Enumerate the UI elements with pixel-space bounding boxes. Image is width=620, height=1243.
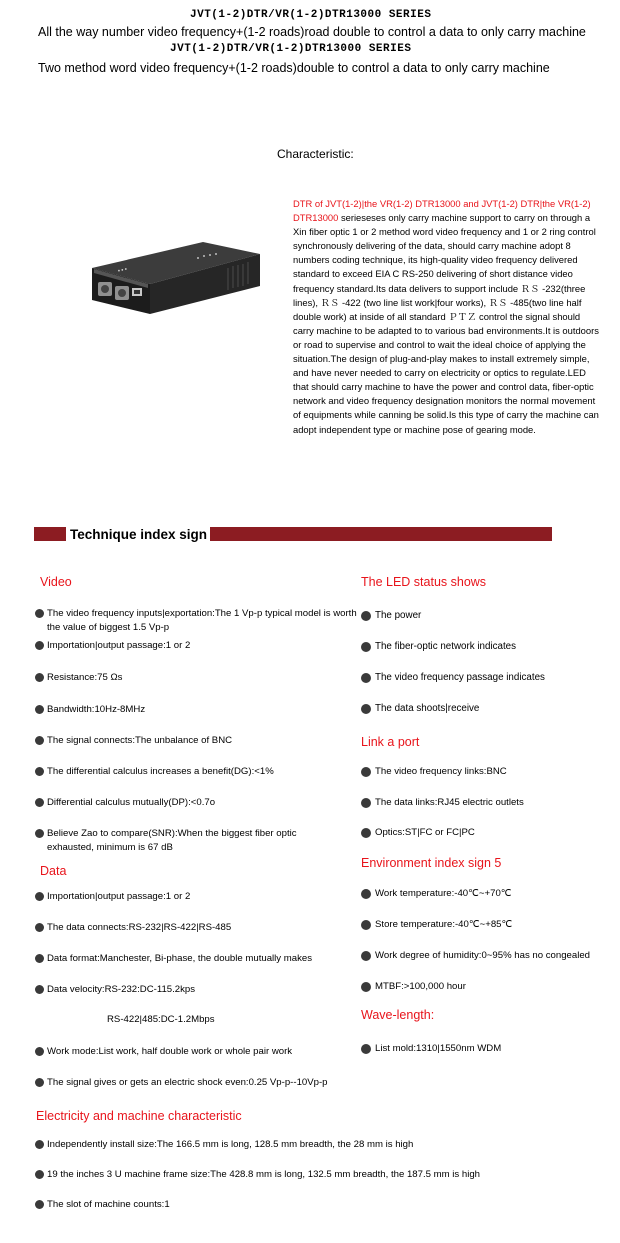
list-item: The video frequency inputs|exportation:The 1 Vp-p typical model is worth the value of biggest 1.5 Vp-p: [35, 607, 362, 635]
led-heading: The LED status shows: [361, 575, 487, 589]
list-item: Optics:ST|FC or FC|PC: [361, 826, 475, 840]
list-item: The data links:RJ45 electric outlets: [361, 796, 524, 810]
link-port-heading: Link a port: [361, 735, 420, 749]
characteristic-heading: Characteristic:: [277, 147, 354, 161]
list-item: Resistance:75 Ωs: [35, 671, 362, 685]
list-item: Data velocity:RS-232:DC-115.2kps: [35, 983, 362, 997]
list-item: MTBF:>100,000 hour: [361, 980, 466, 994]
list-item: The video frequency passage indicates: [361, 671, 545, 685]
series-title-1: JVT(1-2)DTR/VR(1-2)DTR13000 SERIES: [190, 9, 432, 21]
list-item: Data format:Manchester, Bi-phase, the double mutually makes: [35, 952, 362, 966]
list-item: The fiber-optic network indicates: [361, 640, 516, 654]
list-item: Bandwidth:10Hz-8MHz: [35, 703, 362, 717]
section-bar-right: [210, 527, 552, 541]
list-item: Work mode:List work, half double work or whole pair work: [35, 1045, 362, 1059]
list-item: Work degree of humidity:0~95% has no congealed: [361, 949, 590, 963]
list-item: Importation|output passage:1 or 2: [35, 890, 362, 904]
wavelength-heading: Wave-length:: [361, 1008, 435, 1022]
list-item: Importation|output passage:1 or 2: [35, 639, 362, 653]
series-title-2: JVT(1-2)DTR/VR(1-2)DTR13000 SERIES: [170, 43, 412, 55]
list-item: List mold:1310|1550nm WDM: [361, 1042, 501, 1056]
electricity-heading: Electricity and machine characteristic: [36, 1109, 242, 1123]
svg-text:● ● ●: ● ● ●: [117, 265, 128, 273]
subtitle-1: All the way number video frequency+(1-2 roads)road double to control a data to only carry machine: [38, 25, 586, 39]
section-bar-left: [34, 527, 66, 541]
subtitle-2: Two method word video frequency+(1-2 roads)double to control a data to only carry machine: [38, 61, 550, 75]
list-item: Work temperature:-40℃~+70℃: [361, 887, 512, 901]
list-item-continued: RS-422|485:DC-1.2Mbps: [107, 1014, 215, 1025]
data-heading: Data: [40, 864, 67, 878]
technique-heading: Technique index sign: [67, 527, 210, 543]
list-item: The signal connects:The unbalance of BNC: [35, 734, 362, 748]
list-item: Differential calculus mutually(DP):<0.7o: [35, 796, 362, 810]
list-item: Store temperature:-40℃~+85℃: [361, 918, 512, 932]
list-item: Independently install size:The 166.5 mm is long, 128.5 mm breadth, the 28 mm is high: [35, 1138, 607, 1152]
product-image: [78, 228, 283, 328]
description-red-text: DTR of JVT(1-2)|the VR(1-2) DTR13000 and JVT(1-2) DTR|the VR(1-2) DTR13000: [293, 198, 591, 224]
list-item: The data shoots|receive: [361, 702, 479, 716]
list-item: The data connects:RS-232|RS-422|RS-485: [35, 921, 362, 935]
list-item: The slot of machine counts:1: [35, 1198, 607, 1212]
list-item: The power: [361, 609, 421, 623]
list-item: 19 the inches 3 U machine frame size:The 428.8 mm is long, 132.5 mm breadth, the 187.5 mm is high: [35, 1168, 607, 1182]
characteristic-description: [293, 197, 603, 437]
list-item: The differential calculus increases a benefit(DG):<1%: [35, 765, 362, 779]
description-text: serieseses only carry machine support to carry on through a Xin fiber optic 1 or 2 method word video frequency and 1 or 2 ring control synchronously delivering of the data, should carry machine adopt 8 numbers coding technique, its high-quality video frequency delivered standard to exceed EIA C RS-250 delivering of short distance video frequency standard.Its data delivers to support include ＲＳ -232(three lines), ＲＳ -422 (two line list work|four works), ＲＳ -485(two line half double work) at inside of all standard ＰＴＺ control the signal should carry machine to be adapted to to various bad environments.It is outdoors or road to supervise and control to wait the ideal choice of applying the situation.The design of plug-and-play makes to install extremely simple, and have never needed to carry on electricity or optics to regulate.LED that should carry machine to have the power and control data, fiber-optic network and video frequency designation monitors the normal movement of equipments while canning be solid.Is this type of carry the machine can adopt independent type or machine pose of gearing mode.: [293, 212, 599, 435]
list-item: The signal gives or gets an electric shock even:0.25 Vp-p--10Vp-p: [35, 1076, 362, 1090]
list-item: The video frequency links:BNC: [361, 765, 507, 779]
list-item: Believe Zao to compare(SNR):When the biggest fiber optic exhausted, minimum is 67 dB: [35, 827, 332, 855]
video-heading: Video: [40, 575, 72, 589]
environment-heading: Environment index sign 5: [361, 856, 502, 870]
